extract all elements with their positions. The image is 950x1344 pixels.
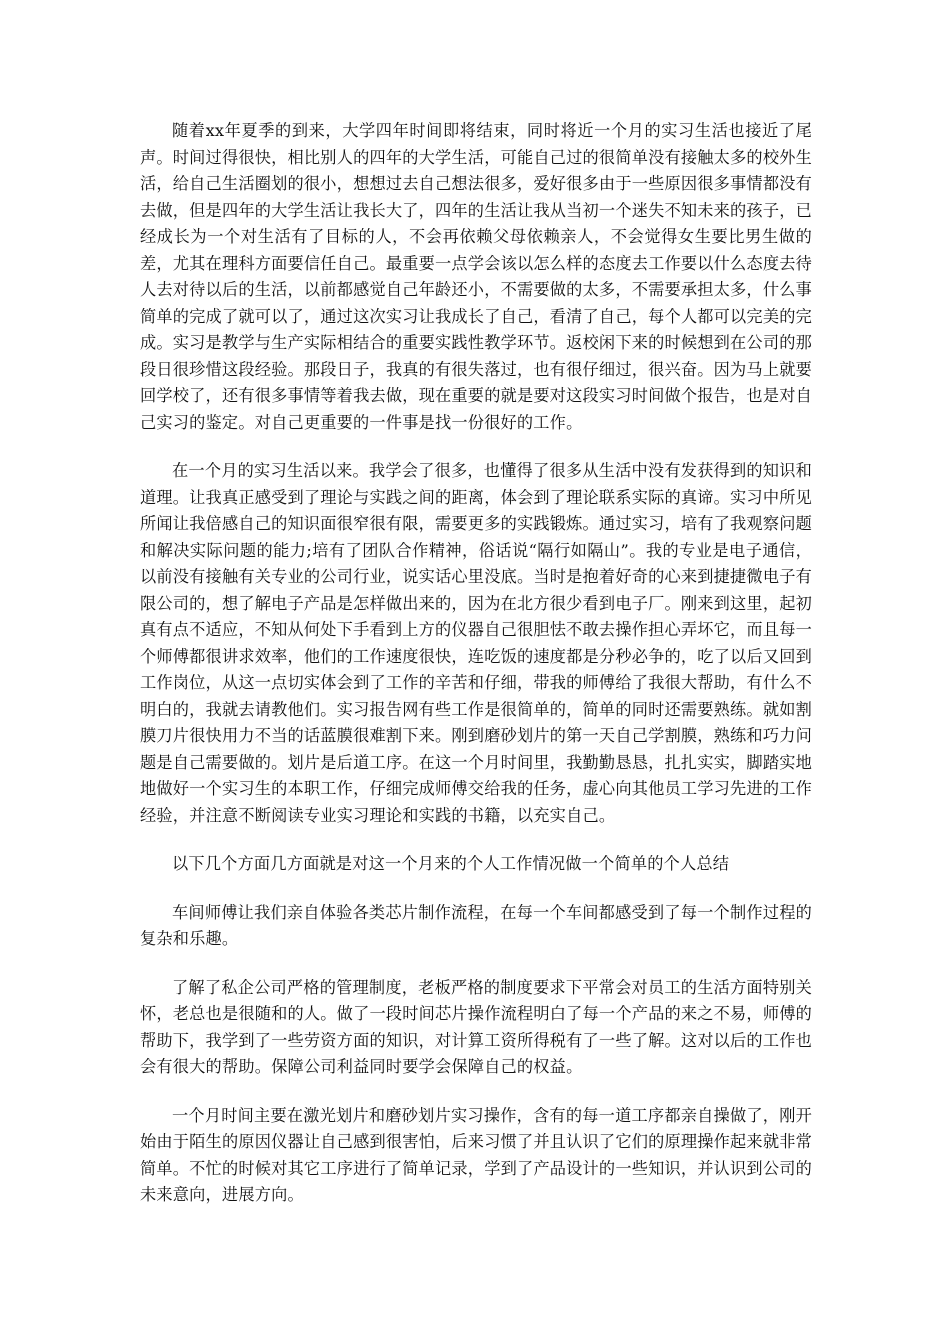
paragraph-internship-experience: 在一个月的实习生活以来。我学会了很多，也懂得了很多从生活中没有发获得到的知识和道理。让我真正感受到了理论与实践之间的距离，体会到了理论联系实际的真谛。实习中所见所闻让我倍感自己的知识面很窄很有限，需要更多的实践锻炼。通过实习，培有了我观察问题和解决实际问题的能力;培有了团队合作精神，俗话说“隔行如隔山”。我的专业是电子通信，以前没有接触有关专业的公司行业，说实话心里没底。当时是抱着好奇的心来到捷捷微电子有限公司的，想了解电子产品是怎样做出来的，因为在北方很少看到电子厂。刚来到这里，起初真有点不适应，不知从何处下手看到上方的仪器自己很胆怯不敢去操作担心弄坏它，而且每一个师傅都很讲求效率，他们的工作速度很快，连吃饭的速度都是分秒必争的，吃了以后又回到工作岗位，从这一点切实体会到了工作的辛苦和仔细，带我的师傅给了我很大帮助，有什么不明白的，我就去请教他们。实习报告网有些工作是很简单的，简单的同时还需要熟练。就如割膜刀片很快用力不当的话蓝膜很难割下来。刚到磨砂划片的第一天自己学割膜，熟练和巧力问题是自己需要做的。划片是后道工序。在这一个月时间里，我勤勤恳恳，扎扎实实，脚踏实地地做好一个实习生的本职工作，仔细完成师傅交给我的任务，虚心向其他员工学习先进的工作经验，并注意不断阅读专业实习理论和实践的书籍，以充实自己。 bbox=[140, 461, 812, 825]
paragraph-operations: 一个月时间主要在激光划片和磨砂划片实习操作，含有的每一道工序都亲自操做了，刚开始由于陌生的原因仪器让自己感到很害怕，后来习惯了并且认识了它们的原理操作起来就非常简单。不忙的时候对其它工序进行了简单记录，学到了产品设计的一些知识，并认识到公司的未来意向，进展方向。 bbox=[140, 1105, 812, 1204]
paragraph-intro: 随着xx年夏季的到来，大学四年时间即将结束，同时将近一个月的实习生活也接近了尾声。时间过得很快，相比别人的四年的大学生活，可能自己过的很简单没有接触太多的校外生活，给自己生活圈划的很小，想想过去自己想法很多，爱好很多由于一些原因很多事情都没有去做，但是四年的大学生活让我长大了，四年的生活让我从当初一个迷失不知未来的孩子，已经成长为一个对生活有了目标的人，不会再依赖父母依赖亲人，不会觉得女生要比男生做的差，尤其在理科方面要信任自己。最重要一点学会该以怎么样的态度去工作要以什么态度去待人去对待以后的生活，以前都感觉自己年龄还小，不需要做的太多，不需要承担太多，什么事简单的完成了就可以了，通过这次实习让我成长了自己，看清了自己，每个人都可以完美的完成。实习是教学与生产实际相结合的重要实践性教学环节。返校闲下来的时候想到在公司的那段日很珍惜这段经验。那段日子，我真的有很失落过，也有很仔细过，很兴奋。因为马上就要回学校了，还有很多事情等着我去做，现在重要的就是要对这段实习时间做个报告，也是对自己实习的鉴定。对自己更重要的一件事是找一份很好的工作。 bbox=[140, 121, 812, 432]
document-body bbox=[140, 118, 812, 1231]
paragraph-summary-heading: 以下几个方面几方面就是对这一个月来的个人工作情况做一个简单的个人总结 bbox=[172, 854, 730, 873]
paragraph-chip-process: 车间师傅让我们亲自体验各类芯片制作流程，在每一个车间都感受到了每一个制作过程的复杂和乐趣。 bbox=[140, 902, 812, 948]
paragraph-management: 了解了私企公司严格的管理制度，老板严格的制度要求下平常会对员工的生活方面特别关怀，老总也是很随和的人。做了一段时间芯片操作流程明白了每一个产品的来之不易，师傅的帮助下，我学到了一些劳资方面的知识，对计算工资所得税有了一些了解。这对以后的工作也会有很大的帮助。保障公司利益同时要学会保障自己的权益。 bbox=[140, 977, 812, 1076]
